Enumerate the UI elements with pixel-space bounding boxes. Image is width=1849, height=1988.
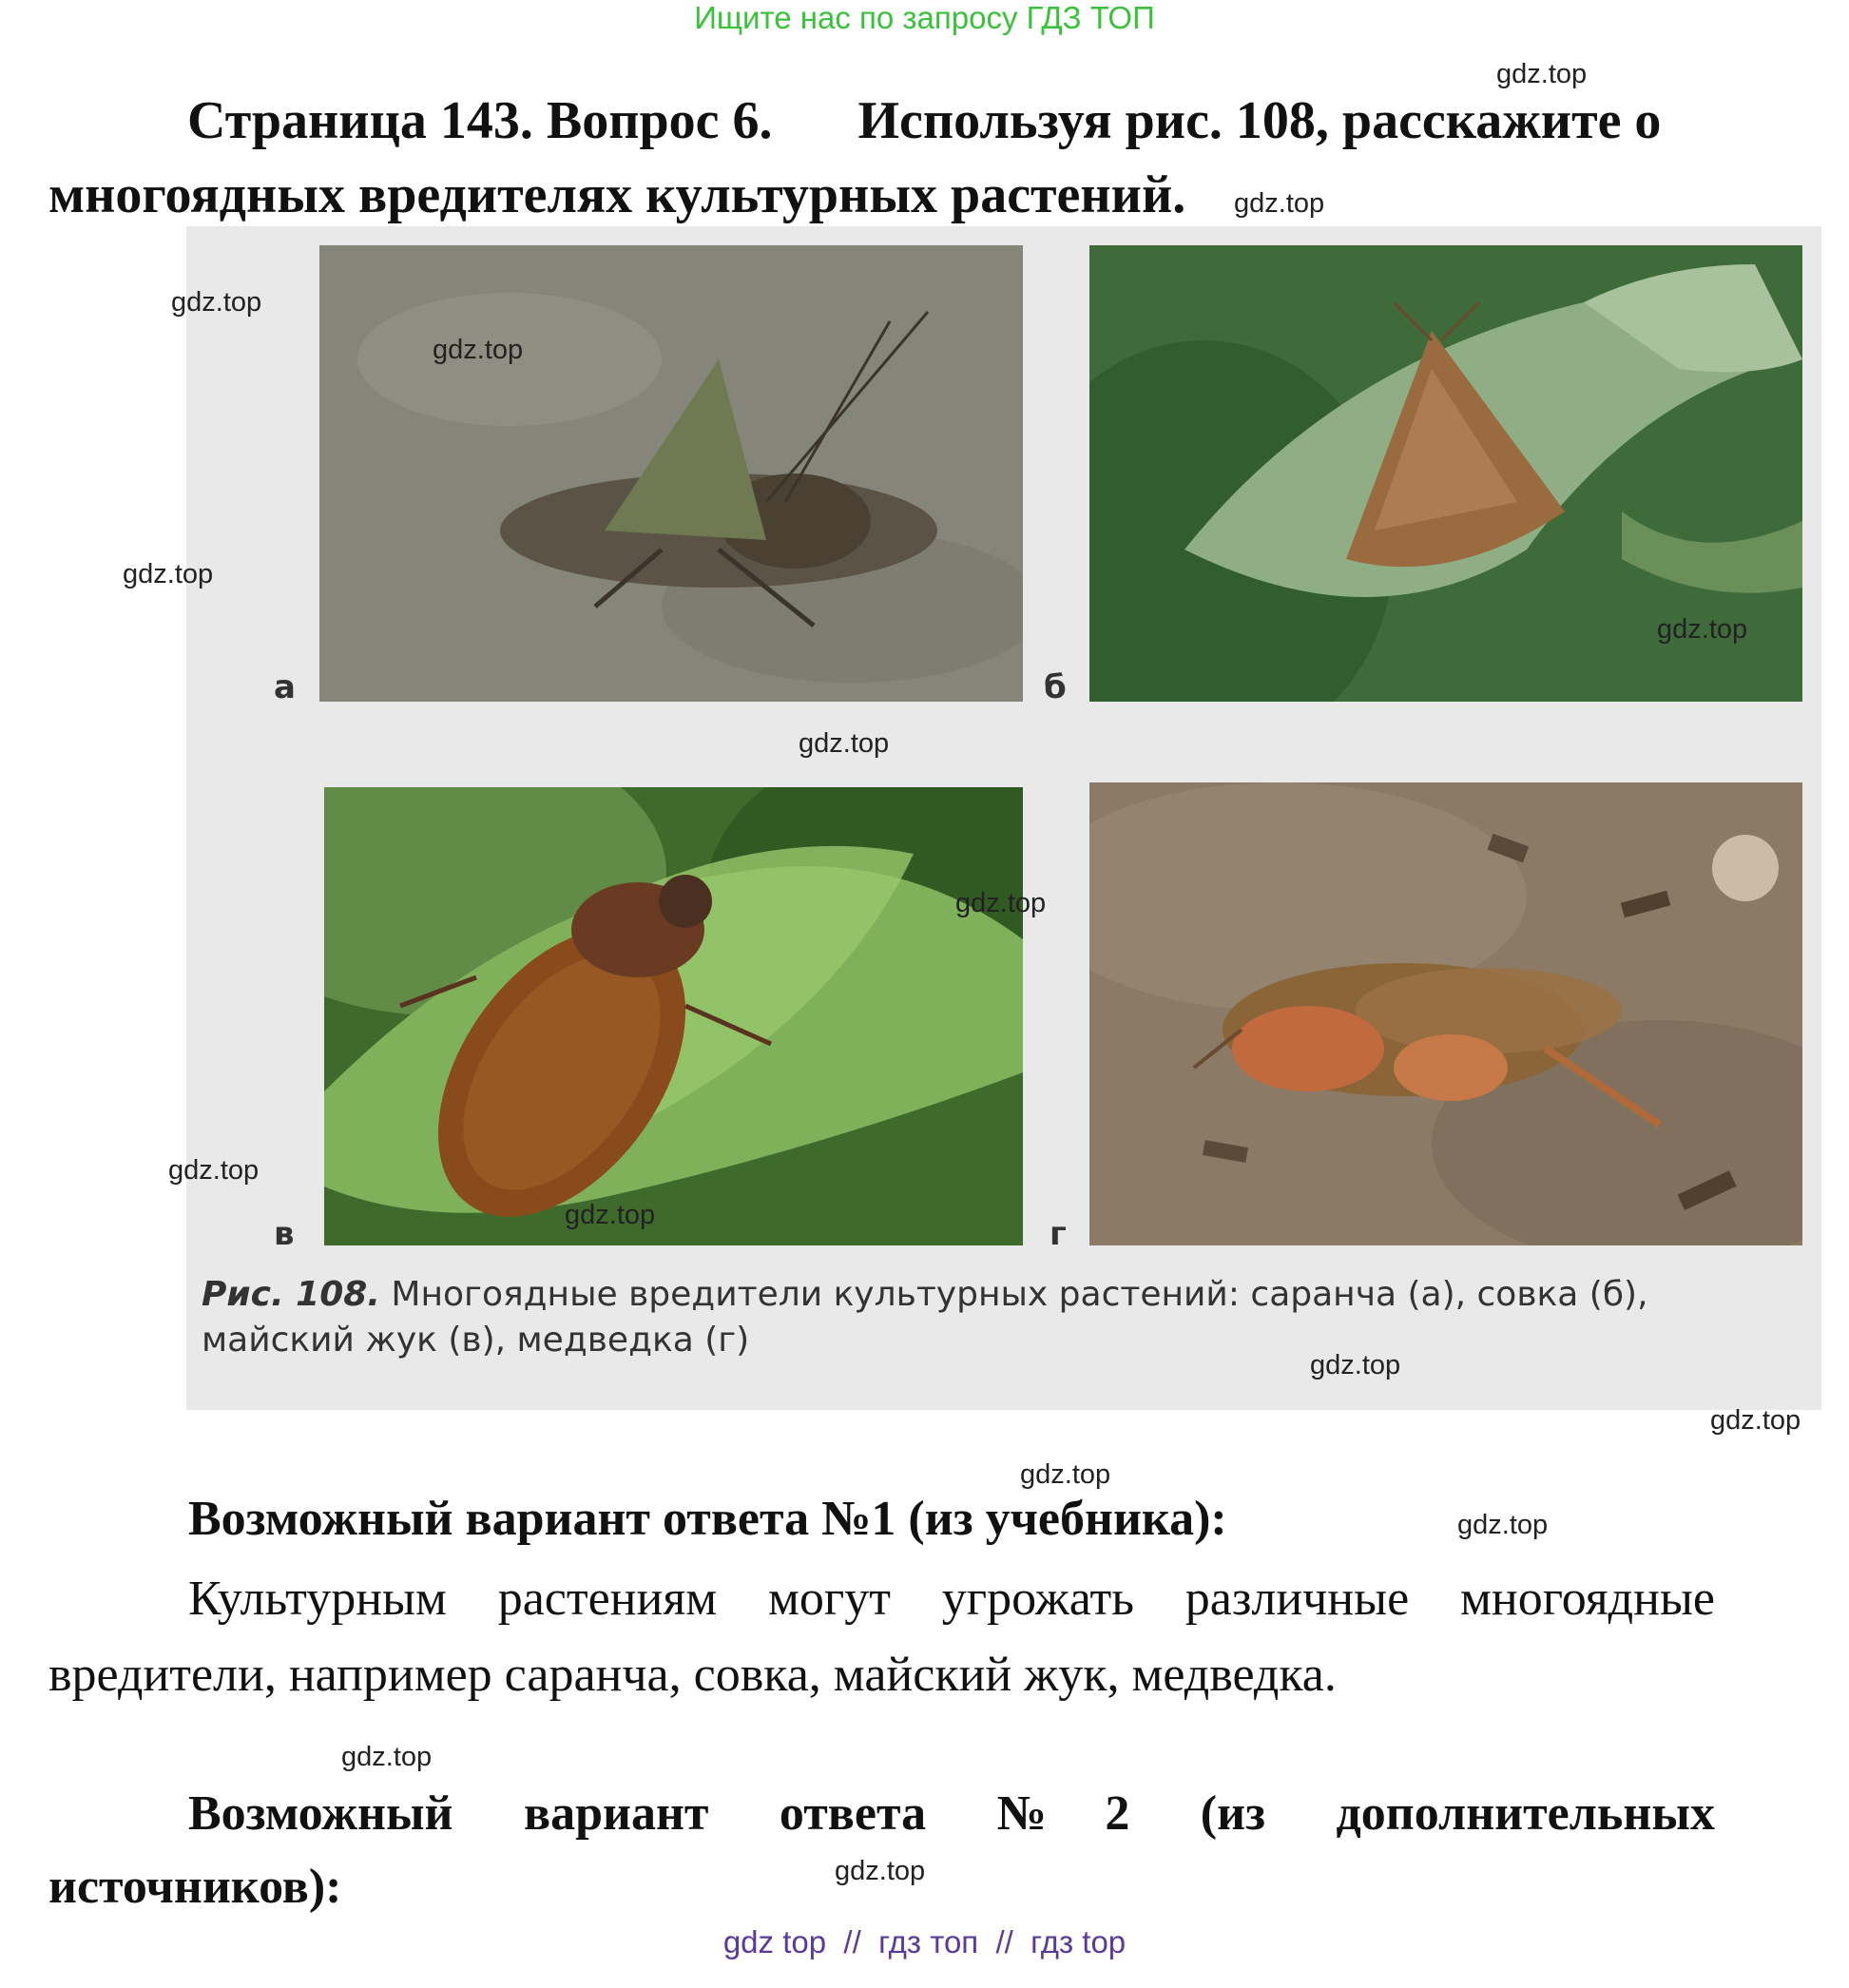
photo-locust <box>319 245 1023 702</box>
question-number: Страница 143. Вопрос 6. <box>187 91 773 150</box>
watermark: gdz.top <box>433 335 524 365</box>
answer2-heading-line1: Возможный вариант ответа №2 (из дополнительных <box>188 1786 1715 1841</box>
answer1-line2: вредители, например саранча, совка, майский жук, медведка. <box>48 1648 1337 1702</box>
question-title <box>48 84 1731 232</box>
watermark: gdz.top <box>168 1155 260 1186</box>
figure-108 <box>186 226 1821 1410</box>
photo-cockchafer <box>324 787 1023 1245</box>
caption-text-line1: Многоядные вредители культурных растений: саранча (а), совка (б), <box>379 1275 1648 1314</box>
watermark: gdz.top <box>1234 188 1325 219</box>
answer1-heading: Возможный вариант ответа №1 (из учебника): <box>188 1492 1227 1546</box>
watermark: gdz.top <box>171 287 262 318</box>
question-text: Используя рис. 108, расскажите о <box>857 91 1662 150</box>
watermark: gdz.top <box>1496 59 1588 89</box>
label-a: а <box>274 668 296 706</box>
watermark: gdz.top <box>123 559 214 589</box>
question-text-line2: многоядных вредителях культурных растений. <box>48 165 1186 224</box>
watermark: gdz.top <box>835 1856 926 1886</box>
caption-text-line2: майский жук (в), медведка (г) <box>202 1321 750 1360</box>
label-b: б <box>1044 668 1067 706</box>
top-banner[interactable]: Ищите нас по запросу ГДЗ ТОП <box>694 0 1155 35</box>
watermark: gdz.top <box>1710 1405 1801 1436</box>
footer-links[interactable]: gdz top // гдз топ // гдз top <box>722 1924 1127 1959</box>
figure-caption <box>202 1272 1808 1363</box>
answer2-heading-line2: источников): <box>48 1860 342 1914</box>
caption-label: Рис. 108. <box>202 1275 380 1314</box>
label-g: г <box>1050 1215 1067 1253</box>
watermark: gdz.top <box>1457 1510 1549 1540</box>
label-v: в <box>274 1215 295 1253</box>
watermark: gdz.top <box>565 1200 656 1230</box>
watermark: gdz.top <box>341 1742 433 1772</box>
watermark: gdz.top <box>799 728 890 759</box>
answer1-line1: Культурным растениям могут угрожать различные многоядные <box>188 1572 1715 1626</box>
watermark: gdz.top <box>1657 614 1748 645</box>
watermark: gdz.top <box>955 888 1047 918</box>
watermark: gdz.top <box>1310 1350 1401 1380</box>
photo-mole-cricket <box>1089 782 1802 1245</box>
watermark: gdz.top <box>1020 1459 1111 1490</box>
